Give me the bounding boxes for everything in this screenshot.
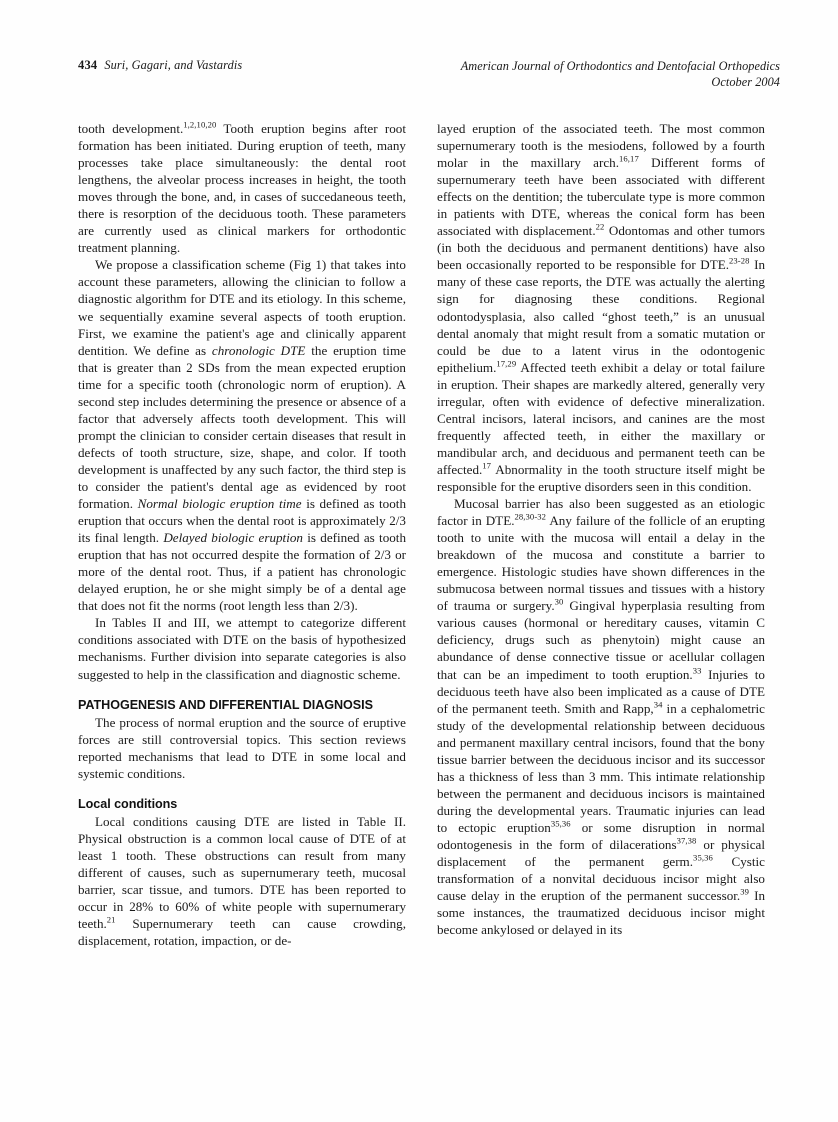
paragraph-tables-categorize: In Tables II and III, we attempt to categorize different conditions associated with DTE on the basis of hypothesized mechanisms. Further division into separate categories is also suggested to help in the classification and diagnostic scheme. xyxy=(78,615,406,682)
par-text: Abnormality in the tooth structure itself might be responsible for the eruptive disorders seen in this condition. xyxy=(437,461,765,494)
citation-superscript: 28,30-32 xyxy=(514,511,547,522)
running-head xyxy=(78,58,780,98)
citation-superscript: 37,38 xyxy=(676,835,697,846)
paragraph-continued-tooth-development xyxy=(78,120,406,256)
italic-term-delayed-biologic-eruption: Delayed biologic eruption xyxy=(163,530,303,546)
running-head-right xyxy=(461,58,780,90)
citation-superscript: 30 xyxy=(554,596,564,607)
par-text: Odontomas and other tumors (in both the deciduous and permanent dentitions) have also been occasionally reported to be responsible for DTE. xyxy=(437,223,765,273)
par-text: In many of these case reports, the DTE was actually the alerting sign for diagnosing these conditions. Regional odontodysplasia, also called “ghost teeth,” is an unusual dental anomaly that might result from a somatic mutation or could be due to a latent virus in the odontogenic epithelium. xyxy=(437,257,766,375)
par-text: or physical displacement of the permanent germ. xyxy=(437,836,766,870)
par-text: layed eruption of the associated teeth. The most common supernumerary tooth is the mesiodens, followed by a fourth molar in the maxillary arch. xyxy=(437,121,765,171)
italic-term-chronologic-dte: chronologic DTE xyxy=(211,342,306,358)
paragraph-local-conditions-dte xyxy=(78,813,406,949)
citation-superscript: 33 xyxy=(692,665,702,676)
par-text: Mucosal barrier has also been suggested as an etiologic factor in DTE. xyxy=(437,496,765,529)
italic-term-normal-biologic-eruption-time: Normal biologic eruption time xyxy=(137,496,302,512)
column-left xyxy=(78,120,406,949)
issue-date: October 2004 xyxy=(711,75,780,89)
citation-superscript: 35,36 xyxy=(693,852,713,863)
subsection-heading-local-conditions: Local conditions xyxy=(78,796,178,811)
citation-superscript: 35,36 xyxy=(550,818,571,829)
par-text: Local conditions causing DTE are listed in Table II. Physical obstruction is a common local cause of DTE of at least 1 tooth. These obstructions can result from many different of causes, such as supernumerary teeth, mucosal barrier, scar tissue, and tumors. DTE has been reported to occur in 28% to 60% of white people with supernumerary teeth. xyxy=(78,813,406,932)
par-text: Tooth eruption begins after root formation has been initiated. During eruption of teeth, many processes take place simultaneously: the dental root lengthens, the alveolar process increases in height, the tooth moves through the bone, and, in cases of succedaneous teeth, there is resorption of the deciduous tooth. These parameters are currently used as clinical markers for orthodontic treatment planning. xyxy=(78,121,407,256)
par-text: We propose a classification scheme (Fig 1) that takes into account these parameters, allowing the clinician to follow a diagnostic algorithm for DTE and its etiology. In this scheme, we sequentially examine several aspects of tooth eruption. First, we examine the patient's age and clinically apparent dentition. We define as xyxy=(78,257,406,358)
paragraph-supernumerary-and-odontomas xyxy=(437,120,765,495)
par-text: Injuries to deciduous teeth have also been implicated as a cause of DTE of the permanent teeth. Smith and Rapp, xyxy=(437,666,765,716)
paragraph-classification-scheme xyxy=(78,256,406,614)
journal-title: American Journal of Orthodontics and Dentofacial Orthopedics xyxy=(460,59,780,73)
section-heading-pathogenesis: PATHOGENESIS AND DIFFERENTIAL DIAGNOSIS xyxy=(78,697,373,712)
citation-superscript: 23-28 xyxy=(729,256,750,267)
citation-superscript: 34 xyxy=(653,699,663,710)
par-text: Gingival hyperplasia resulting from various causes (hormonal or hereditary causes, vitamin C deficiency, drugs such as phenytoin) might cause an abundance of dense connective tissue or acellular collagen that can be an impediment to tooth eruption. xyxy=(437,598,765,682)
page-number: 434 xyxy=(78,58,98,72)
par-text: is defined as tooth eruption that occurs when the dental root is approximately 2/3 its final length. xyxy=(78,496,407,546)
par-text: the eruption time that is greater than 2 SDs from the mean expected eruption time for a specific tooth (chronologic norm of eruption). A second step includes determining the presence or absence of a factor that adversely affects tooth development. This will prompt the clinician to consider certain diseases that result in defects of tooth structure, size, shape, and color. If tooth development is unaffected by any such factor, the third step is to consider the patient's dental age as evidenced by root formation. xyxy=(78,342,406,512)
paragraph-normal-eruption-process: The process of normal eruption and the source of eruptive forces are still controversial topics. This section reviews reported mechanisms that lead to DTE in some local and systemic conditions. xyxy=(78,714,406,781)
par-text: In some instances, the traumatized deciduous incisor might become ankylosed or delayed in its xyxy=(437,888,765,938)
par-text: Any failure of the follicle of an erupting tooth to unite with the mucosa will entail a delay in the breakdown of the mucosa and constitute a barrier to emergence. Histologic studies have shown differences in the submucosa between normal tissues and tissues with a history of trauma or surgery. xyxy=(437,513,765,614)
citation-superscript: 39 xyxy=(740,886,749,897)
par-text: is defined as tooth eruption that has not occurred despite the formation of 2/3 or more of the dental root. Thus, if a patient has chronologic delayed eruption, he or she might simply be of a dental age that does not fit the norms (root length less than 2/3). xyxy=(78,530,407,614)
par-text: Affected teeth exhibit a delay or total failure in eruption. Their shapes are markedly altered, generally very irregular, often with evidence of defective mineralization. Central incisors, lateral incisors, and canines are the most frequently affected teeth, in either the maxillary or mandibular arch, and deciduous and permanent teeth can be affected. xyxy=(437,359,765,477)
par-text: Different forms of supernumerary teeth have been associated with different effects on the dentition; the tuberculate type is more common in patients with DTE, whereas the conical form has been associated with displacement. xyxy=(437,155,765,239)
par-text: Cystic transformation of a nonvital deciduous incisor might also cause delay in the eruption of the permanent successor. xyxy=(437,854,765,904)
running-head-left xyxy=(78,58,242,73)
par-text: in a cephalometric study of the developmental relationship between deciduous and permanent maxillary central incisors, found that the bony tissue barrier between the deciduous incisor and its successor has a thickness of less than 3 mm. This intimate relationship between the permanent and deciduous incisors is maintained during the developmental years. Traumatic injuries can lead to ectopic eruption xyxy=(437,700,766,835)
par-text: or some disruption in normal odontogenesis in the form of dilacerations xyxy=(437,819,765,852)
citation-superscript: 1,2,10,20 xyxy=(183,119,217,130)
par-text: tooth development. xyxy=(78,121,184,136)
citation-superscript: 21 xyxy=(106,914,116,925)
citation-superscript: 17 xyxy=(482,460,492,471)
running-head-authors: Suri, Gagari, and Vastardis xyxy=(104,58,243,72)
citation-superscript: 22 xyxy=(595,221,605,232)
paragraph-mucosal-barrier xyxy=(437,495,765,938)
par-text: Supernumerary teeth can cause crowding, displacement, rotation, impaction, or de- xyxy=(78,916,406,949)
column-right xyxy=(437,120,765,938)
citation-superscript: 17,29 xyxy=(496,358,517,369)
citation-superscript: 16,17 xyxy=(619,153,639,164)
